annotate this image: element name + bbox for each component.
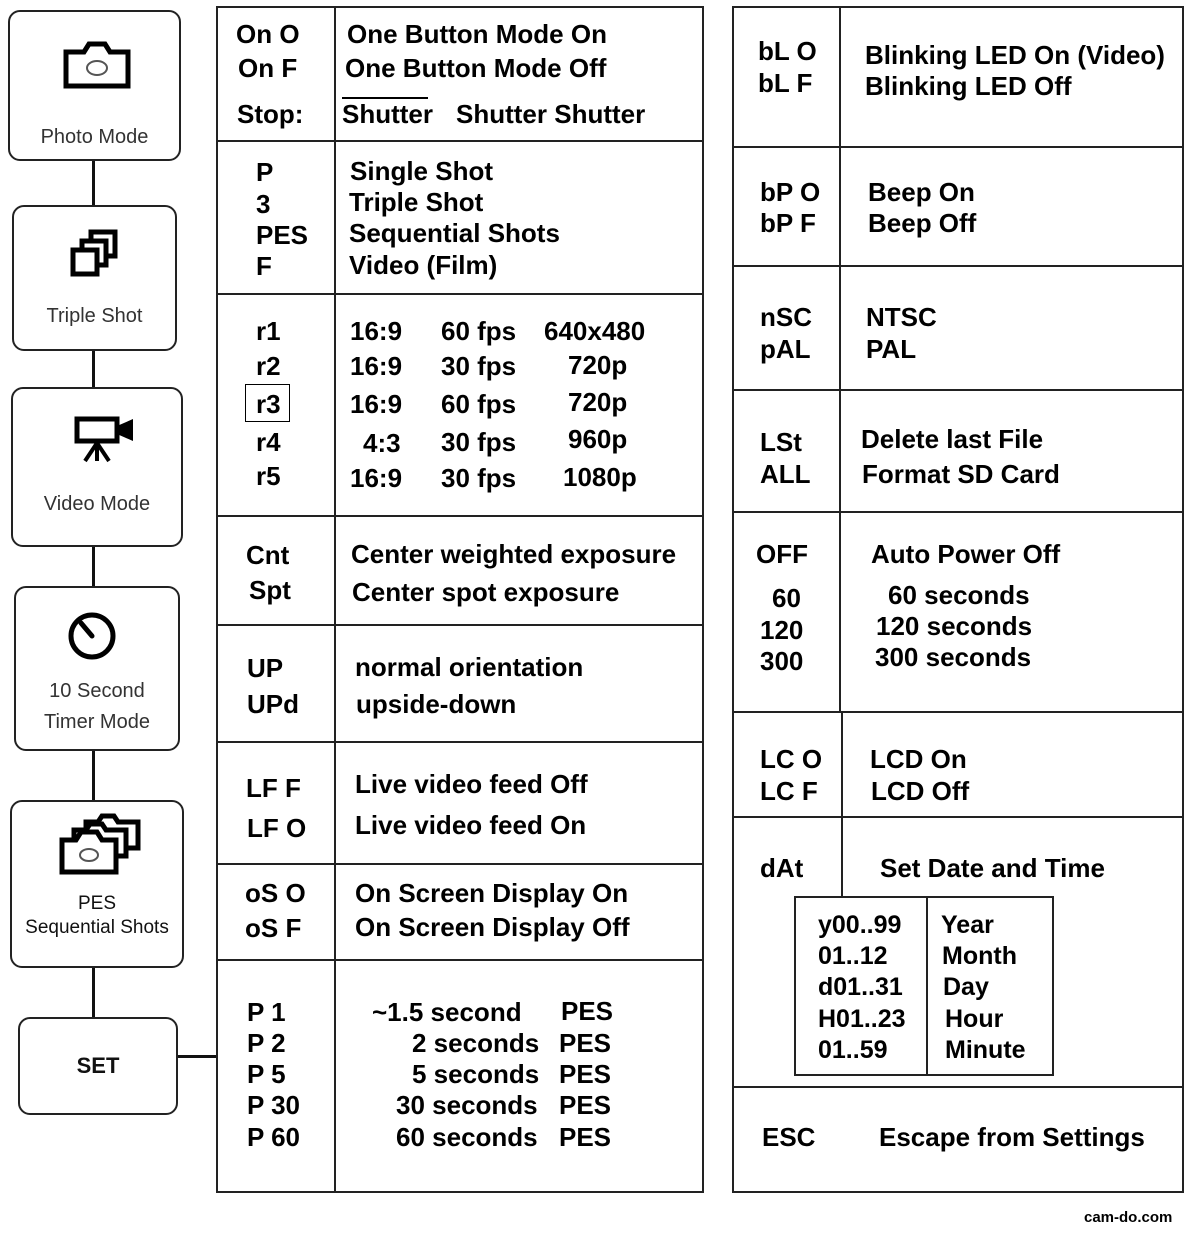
date-code-day: d01..31 — [818, 973, 903, 1001]
mode-connector-4 — [92, 750, 95, 800]
desc-osd-on: On Screen Display On — [355, 878, 629, 908]
desc-blink-led-on: Blinking LED On (Video) — [865, 40, 1165, 70]
pes-tag-1: PES — [561, 996, 614, 1026]
mode-connector-2 — [92, 350, 95, 388]
pes-tag-2: PES — [559, 1028, 612, 1058]
code-lf-f: LF F — [246, 773, 301, 803]
date-code-hour: H01..23 — [818, 1005, 906, 1033]
pes-mode-box[interactable] — [10, 800, 184, 968]
date-code-month: 01..12 — [818, 942, 888, 970]
video-camera-icon — [73, 415, 137, 463]
code-upd: UPd — [247, 689, 299, 719]
fps-r5: 30 fps — [441, 463, 517, 493]
desc-one-button-off: One Button Mode Off — [345, 53, 607, 83]
code-bl-o: bL O — [758, 36, 817, 66]
desc-120-seconds: 120 seconds — [876, 611, 1033, 641]
code-r3: r3 — [256, 389, 281, 419]
res-r2: 720p — [568, 350, 628, 380]
code-r1: r1 — [256, 316, 281, 346]
triple-shot-label: Triple Shot — [46, 305, 143, 327]
desc-beep-off: Beep Off — [868, 208, 977, 238]
aspect-r5: 16:9 — [350, 463, 403, 493]
code-p60: P 60 — [247, 1122, 301, 1152]
right-table-divider-lcd — [841, 712, 843, 896]
desc-escape-settings: Escape from Settings — [879, 1122, 1145, 1152]
code-r2: r2 — [256, 351, 281, 381]
desc-one-button-on: One Button Mode On — [347, 19, 607, 49]
code-dat: dAt — [760, 853, 804, 883]
pes-tag-5: PES — [559, 1122, 612, 1152]
date-subtable-divider — [926, 896, 928, 1076]
code-on-f: On F — [238, 53, 298, 83]
pes-tag-4: PES — [559, 1090, 612, 1120]
triple-shot-box[interactable] — [12, 205, 177, 351]
desc-set-date-time: Set Date and Time — [880, 853, 1105, 883]
date-desc-day: Day — [943, 973, 989, 1001]
res-r5: 1080p — [563, 462, 637, 492]
code-60: 60 — [772, 583, 801, 613]
date-code-year: y00..99 — [818, 911, 902, 939]
set-box[interactable] — [18, 1017, 178, 1115]
aspect-r2: 16:9 — [350, 351, 403, 381]
desc-beep-on: Beep On — [868, 177, 975, 207]
code-bl-f: bL F — [758, 68, 813, 98]
pes-mode-label-1: PES — [77, 893, 117, 914]
desc-sequential-shots: Sequential Shots — [349, 218, 560, 248]
fps-r2: 30 fps — [441, 351, 517, 381]
code-p1: P 1 — [247, 997, 286, 1027]
desc-ntsc: NTSC — [866, 302, 937, 332]
code-pes: PES — [256, 220, 309, 250]
stacked-cameras-icon — [58, 810, 144, 876]
pes-tag-3: PES — [559, 1059, 612, 1089]
code-spt: Spt — [249, 575, 291, 605]
right-table-divider-top — [839, 6, 841, 712]
desc-60-seconds-power: 60 seconds — [888, 580, 1030, 610]
code-stop: Stop: — [237, 99, 304, 129]
code-bp-f: bP F — [760, 208, 816, 238]
code-nsc: nSC — [760, 302, 812, 332]
res-r4: 960p — [568, 424, 628, 454]
code-pal: pAL — [760, 334, 811, 364]
desc-live-feed-off: Live video feed Off — [355, 769, 588, 799]
desc-lcd-on: LCD On — [870, 744, 967, 774]
code-cnt: Cnt — [246, 540, 290, 570]
desc-5-seconds: 5 seconds — [412, 1059, 540, 1089]
code-lc-f: LC F — [760, 776, 818, 806]
aspect-r1: 16:9 — [350, 316, 403, 346]
desc-video-film: Video (Film) — [349, 250, 498, 280]
timer-mode-label-1: 10 Second — [49, 680, 145, 702]
code-3: 3 — [256, 189, 271, 219]
desc-center-weighted: Center weighted exposure — [351, 539, 677, 569]
date-desc-minute: Minute — [945, 1036, 1026, 1064]
date-desc-month: Month — [942, 942, 1017, 970]
camera-icon — [62, 40, 132, 90]
code-f: F — [256, 251, 272, 281]
footer-credit: cam-do.com — [1084, 1209, 1173, 1226]
stop-shutter-b: Shutter Shutter — [456, 99, 646, 129]
desc-single-shot: Single Shot — [350, 156, 493, 186]
mode-connector-1 — [92, 160, 95, 206]
desc-1-5-second: ~1.5 second — [372, 997, 522, 1027]
code-p5: P 5 — [247, 1059, 286, 1089]
pes-mode-label-2: Sequential Shots — [25, 917, 169, 938]
code-off: OFF — [756, 539, 808, 569]
photo-mode-box[interactable] — [8, 10, 181, 161]
desc-2-seconds: 2 seconds — [412, 1028, 540, 1058]
code-r5: r5 — [256, 461, 281, 491]
code-up: UP — [247, 653, 284, 683]
code-lc-o: LC O — [760, 744, 823, 774]
code-120: 120 — [760, 615, 804, 645]
date-code-minute: 01..59 — [818, 1036, 888, 1064]
timer-icon — [66, 610, 118, 662]
video-mode-box[interactable] — [11, 387, 183, 547]
stop-shutter-a: Shutter — [342, 99, 433, 129]
aspect-r3: 16:9 — [350, 389, 403, 419]
code-lst: LSt — [760, 427, 802, 457]
desc-pal: PAL — [866, 334, 917, 364]
code-all: ALL — [760, 459, 811, 489]
res-r1: 640x480 — [544, 316, 646, 346]
code-lf-o: LF O — [247, 813, 307, 843]
code-bp-o: bP O — [760, 177, 821, 207]
left-table-divider — [334, 6, 336, 1193]
timer-mode-box[interactable] — [14, 586, 180, 751]
fps-r3: 60 fps — [441, 389, 517, 419]
desc-osd-off: On Screen Display Off — [355, 912, 630, 942]
desc-delete-last: Delete last File — [861, 424, 1044, 454]
desc-auto-power-off: Auto Power Off — [871, 539, 1061, 569]
code-r4: r4 — [256, 427, 281, 457]
desc-triple-shot: Triple Shot — [349, 187, 484, 217]
set-label: SET — [76, 1053, 120, 1078]
fps-r4: 30 fps — [441, 427, 517, 457]
desc-300-seconds: 300 seconds — [875, 642, 1032, 672]
set-connector — [176, 1055, 216, 1058]
desc-normal-orientation: normal orientation — [355, 652, 584, 682]
desc-center-spot: Center spot exposure — [352, 577, 620, 607]
aspect-r4: 4:3 — [363, 428, 401, 458]
desc-blink-led-off: Blinking LED Off — [865, 71, 1072, 101]
code-300: 300 — [760, 646, 804, 676]
desc-30-seconds: 30 seconds — [396, 1090, 538, 1120]
mode-connector-5 — [92, 968, 95, 1018]
timer-mode-label-2: Timer Mode — [44, 711, 150, 733]
stacked-squares-icon — [69, 229, 123, 279]
code-p: P — [256, 157, 274, 187]
date-desc-hour: Hour — [945, 1005, 1004, 1033]
res-r3: 720p — [568, 387, 628, 417]
code-p2: P 2 — [247, 1028, 286, 1058]
desc-60-seconds: 60 seconds — [396, 1122, 538, 1152]
date-desc-year: Year — [941, 911, 994, 939]
code-os-f: oS F — [245, 913, 302, 943]
mode-connector-3 — [92, 546, 95, 586]
photo-mode-label: Photo Mode — [40, 126, 149, 148]
desc-format-sd: Format SD Card — [862, 459, 1060, 489]
code-os-o: oS O — [245, 878, 306, 908]
desc-live-feed-on: Live video feed On — [355, 810, 587, 840]
video-mode-label: Video Mode — [43, 493, 151, 515]
desc-lcd-off: LCD Off — [871, 776, 970, 806]
code-esc: ESC — [762, 1122, 816, 1152]
fps-r1: 60 fps — [441, 316, 517, 346]
code-on-o: On O — [236, 19, 300, 49]
desc-upside-down: upside-down — [356, 689, 517, 719]
code-p30: P 30 — [247, 1090, 301, 1120]
